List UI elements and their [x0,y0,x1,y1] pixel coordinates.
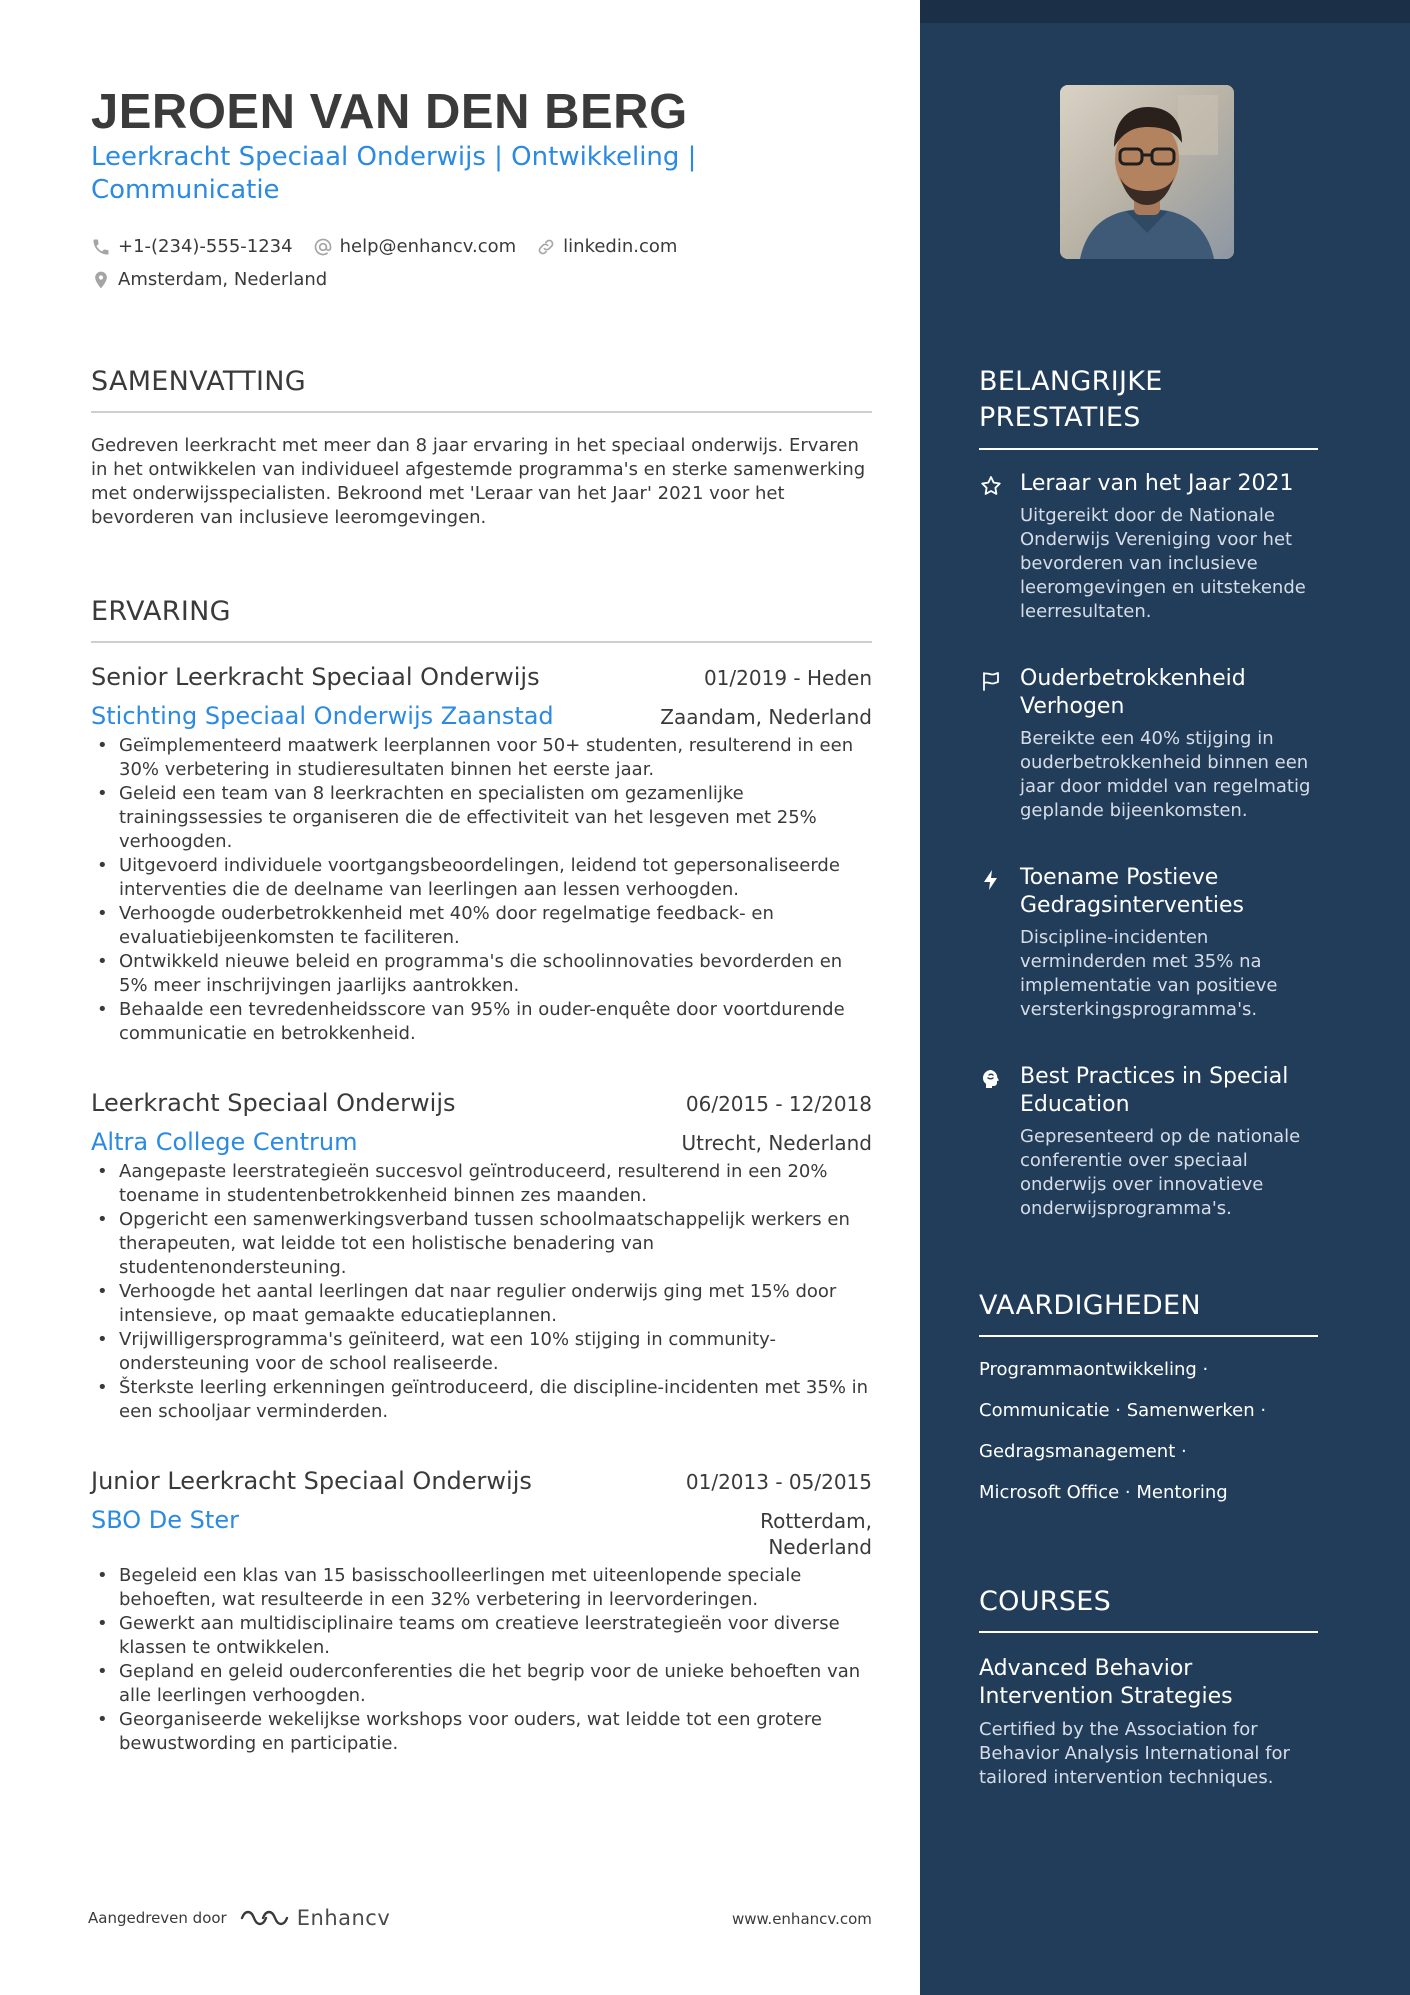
portrait-image [1060,85,1234,259]
achievement-title: Leraar van het Jaar 2021 [1020,471,1294,496]
candidate-name: JEROEN VAN DEN BERG [91,85,688,139]
job-role: Junior Leerkracht Speciaal Onderwijs [91,1467,532,1495]
bullet-item: • Opgericht een samenwerkingsverband tussen schoolmaatschappelijk werkers en therapeuten, wat leidde tot een holistische benadering van studentenondersteuning. [91,1208,872,1280]
courses-divider [979,1631,1318,1633]
location-text: Amsterdam, Nederland [118,269,328,290]
skills-line: Gedragsmanagement · [979,1441,1187,1462]
achievements-heading-line-1: BELANGRIJKE [979,366,1163,397]
achievement-desc: Uitgereikt door de Nationale Onderwijs Vereniging voor het bevorderen van inclusieve leeromgevingen en uitstekende leerresultaten. [1020,505,1306,622]
skills-heading: VAARDIGHEDEN [979,1290,1201,1321]
courses-heading: COURSES [979,1586,1112,1617]
job-role: Leerkracht Speciaal Onderwijs [91,1089,456,1117]
powered-by-label: Aangedreven door [88,1909,227,1927]
course-title: Advanced Behavior Intervention Strategies [979,1656,1233,1709]
job-location-line-2: Nederland [768,1535,872,1559]
contact-email[interactable] [313,236,517,257]
enhancv-brand[interactable]: Enhancv [296,1906,391,1930]
flag-icon [979,669,1003,693]
job-entry [91,663,872,1046]
job-company[interactable]: SBO De Ster [91,1506,239,1534]
bullet-item: • Gepland en geleid ouderconferenties die het begrip voor de unieke behoeften van alle leerlingen verhoogden. [91,1660,872,1708]
achievement-title: Ouderbetrokkenheid Verhogen [1020,666,1246,719]
job-entry [91,1089,872,1424]
achievement-item [979,1063,1319,1221]
achievement-desc: Discipline-incidenten verminderden met 35% na implementatie van positieve versterkingsprogramma's. [1020,927,1278,1020]
bullet-item: • Šterkste leerling erkenningen geïntroduceerd, die discipline-incidenten met 35% in een schooljaar verminderden. [91,1376,872,1424]
achievement-title: Best Practices in Special Education [1020,1064,1289,1117]
achievement-desc: Gepresenteerd op de nationale conferentie over speciaal onderwijs over innovatieve onderwijsprogramma's. [1020,1126,1301,1219]
contact-linkedin[interactable] [536,236,677,257]
experience-heading: ERVARING [91,596,231,627]
job-dates: 01/2019 - Heden [703,666,872,690]
contact-phone[interactable] [91,236,293,257]
bullet-item: • Vrijwilligersprogramma's geïniteerd, wat een 10% stijging in community-ondersteuning voor de school realiseerde. [91,1328,872,1376]
phone-text: +1-(234)-555-1234 [118,236,293,257]
skills-list [979,1356,1319,1520]
achievements-heading-line-2: PRESTATIES [979,402,1141,433]
achievement-title: Toename Postieve Gedragsinterventies [1020,865,1244,918]
achievement-item [979,665,1319,823]
achievement-item [979,864,1319,1022]
bullet-item: • Verhoogde ouderbetrokkenheid met 40% door regelmatige feedback- en evaluatiebijeenkomsten te faciliteren. [91,902,872,950]
contact-info [91,230,871,296]
job-bullets [91,1564,872,1756]
email-text: help@enhancv.com [339,236,517,257]
skills-line: Programmaontwikkeling · [979,1359,1209,1380]
bullet-item: • Behaalde een tevredenheidsscore van 95% in ouder-enquête door voortdurende communicatie en betrokkenheid. [91,998,872,1046]
course-desc: Certified by the Association for Behavior Analysis International for tailored intervention techniques. [979,1719,1290,1788]
job-location: Zaandam, Nederland [660,705,872,729]
title-line-1: Leerkracht Speciaal Onderwijs | Ontwikkeling | [91,142,697,172]
enhancv-logo-icon [239,1906,289,1930]
linkedin-text: linkedin.com [563,236,678,257]
bullet-item: • Begeleid een klas van 15 basisschoolleerlingen met uiteenlopende speciale behoeften, wat resulteerde in een 32% verbetering in leervorderingen. [91,1564,872,1612]
phone-icon [91,237,111,257]
bullet-item: • Geleid een team van 8 leerkrachten en specialisten om gezamenlijke trainingssessies te organiseren die de effectiviteit van het lesgeven met 25% verhoogden. [91,782,872,854]
location-pin-icon [91,270,111,290]
job-company[interactable]: Altra College Centrum [91,1128,358,1156]
skills-divider [979,1335,1318,1337]
footer-powered-by [88,1906,390,1930]
skills-line: Communicatie · Samenwerken · [979,1400,1267,1421]
job-entry [91,1467,872,1756]
achievements-divider [979,448,1318,450]
bullet-item: • Aangepaste leerstrategieën succesvol geïntroduceerd, resulterend in een 20% toename in studentenbetrokkenheid binnen zes maanden. [91,1160,872,1208]
contact-location [91,269,327,290]
title-line-2: Communicatie [91,175,280,205]
summary-heading: SAMENVATTING [91,366,306,397]
achievements-heading [979,364,1319,436]
summary-divider [91,411,872,413]
experience-divider [91,641,872,643]
bullet-item: • Ontwikkeld nieuwe beleid en programma's die schoolinnovaties bevorderden en 5% meer inschrijvingen jaarlijks aantrokken. [91,950,872,998]
job-location [760,1506,872,1560]
bullet-item: • Gewerkt aan multidisciplinaire teams om creatieve leerstrategieën voor diverse klassen te ontwikkelen. [91,1612,872,1660]
job-role: Senior Leerkracht Speciaal Onderwijs [91,663,540,691]
summary-text: Gedreven leerkracht met meer dan 8 jaar ervaring in het speciaal onderwijs. Ervaren in het ontwikkelen van individueel afgestemde programma's en sterke samenwerking met onderwijsspecialisten. Bekroond met 'Leraar van het Jaar' 2021 voor het bevorderen van inclusieve leeromgevingen. [91,435,866,528]
at-icon [313,237,333,257]
sidebar [920,0,1410,1995]
job-company[interactable]: Stichting Speciaal Onderwijs Zaanstad [91,702,554,730]
sidebar-top-bar [920,0,1410,23]
candidate-title [91,141,731,207]
job-bullets [91,1160,872,1424]
bullet-item: • Geïmplementeerd maatwerk leerplannen voor 50+ studenten, resulterend in een 30% verbetering in studieresultaten binnen het eerste jaar. [91,734,872,782]
achievement-item [979,470,1319,624]
profile-photo [1060,85,1234,259]
bullet-item: • Georganiseerde wekelijkse workshops voor ouders, wat leidde tot een grotere bewustwording en participatie. [91,1708,872,1756]
bolt-icon [979,868,1003,892]
job-bullets [91,734,872,1046]
bullet-item: • Verhoogde het aantal leerlingen dat naar regulier onderwijs ging met 15% door intensieve, op maat gemaakte educatieplannen. [91,1280,872,1328]
job-location: Utrecht, Nederland [681,1131,872,1155]
skills-line: Microsoft Office · Mentoring [979,1482,1228,1503]
footer-website[interactable]: www.enhancv.com [732,1910,872,1928]
star-icon [979,474,1003,498]
bullet-item: • Uitgevoerd individuele voortgangsbeoordelingen, leidend tot gepersonaliseerde interventies die de deelname van leerlingen aan lessen verhoogden. [91,854,872,902]
job-dates: 01/2013 - 05/2015 [685,1470,872,1494]
link-icon [536,237,556,257]
brain-icon [979,1067,1003,1091]
job-dates: 06/2015 - 12/2018 [685,1092,872,1116]
achievement-desc: Bereikte een 40% stijging in ouderbetrokkenheid binnen een jaar door middel van regelmatig geplande bijeenkomsten. [1020,728,1311,821]
job-location-line-1: Rotterdam, [760,1509,872,1533]
